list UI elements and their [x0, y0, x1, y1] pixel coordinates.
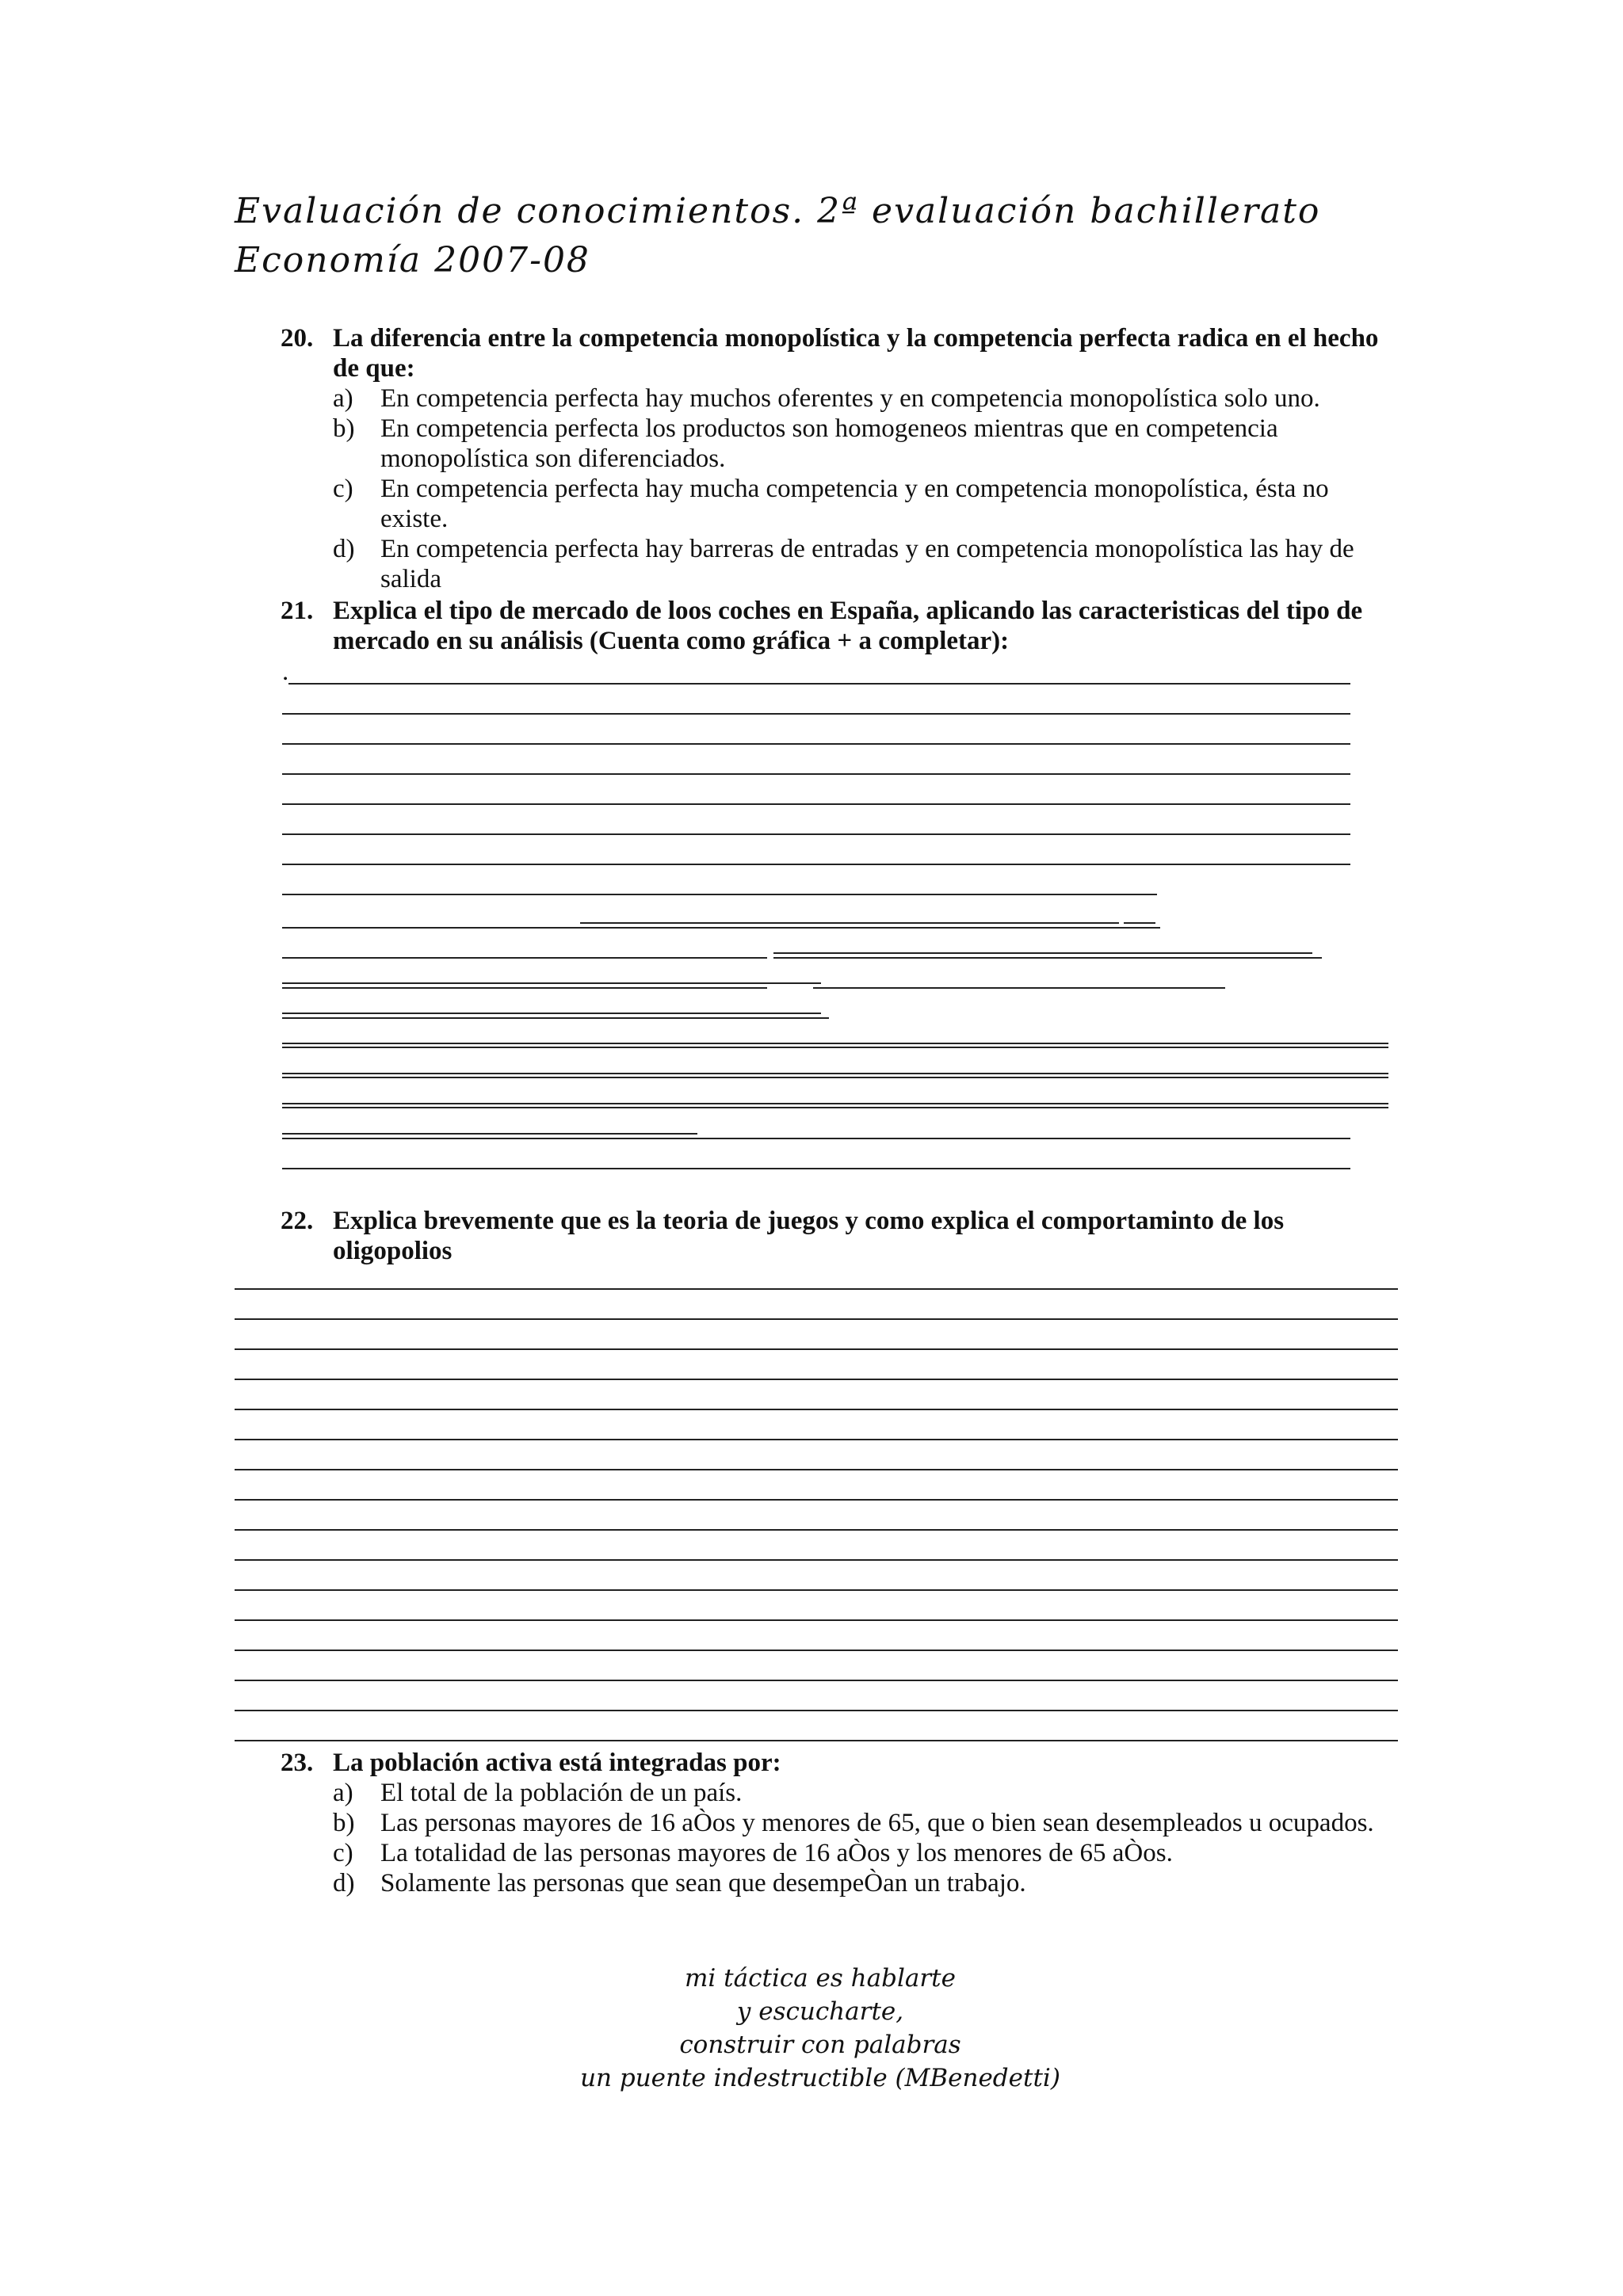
question-21: [281, 596, 1398, 656]
option-text: Las personas mayores de 16 aÒos y menores de 65, que o bien sean desempleados u ocupados.: [380, 1809, 1374, 1837]
answer-line[interactable]: [282, 1103, 1388, 1108]
option-b[interactable]: [333, 414, 1398, 474]
answer-line[interactable]: [282, 1138, 1350, 1139]
answer-line[interactable]: [235, 1680, 1398, 1681]
question-text: Explica el tipo de mercado de loos coches en España, aplicando las caracteristicas del tipo de mercado en su análisis (Cuenta como gráfica + a completar):: [333, 597, 1363, 655]
answer-line[interactable]: [235, 1348, 1398, 1350]
answer-line[interactable]: [235, 1589, 1398, 1591]
question-text: La diferencia entre la competencia monopolística y la competencia perfecta radica en el hecho de que:: [333, 324, 1379, 383]
answer-line-overlay: [282, 982, 821, 984]
option-a[interactable]: [333, 1778, 1398, 1808]
answer-line[interactable]: [235, 1499, 1398, 1501]
question-23: [281, 1748, 1398, 1898]
answer-line[interactable]: [282, 894, 1157, 895]
option-list: [333, 383, 1398, 594]
option-d[interactable]: [333, 1868, 1398, 1898]
answer-line[interactable]: [282, 773, 1350, 775]
question-number: 22.: [281, 1207, 314, 1235]
question-stem: [281, 1748, 1398, 1778]
option-c[interactable]: [333, 1838, 1398, 1868]
question-text: La población activa está integradas por:: [333, 1749, 781, 1777]
answer-line[interactable]: [235, 1650, 1398, 1651]
option-text: En competencia perfecta los productos son homogeneos mientras que en competencia monopolística son diferenciados.: [380, 414, 1278, 473]
answer-line-overlay: [773, 952, 1312, 954]
question-number: 21.: [281, 597, 314, 625]
answer-line[interactable]: [282, 1073, 1388, 1078]
answer-line[interactable]: [773, 957, 1322, 959]
option-letter: c): [333, 475, 353, 503]
option-d[interactable]: [333, 534, 1398, 594]
answer-line[interactable]: [235, 1740, 1398, 1741]
option-letter: d): [333, 535, 355, 563]
option-letter: c): [333, 1839, 353, 1867]
exam-subtitle: Economía 2007-08: [235, 240, 590, 280]
exam-title: Evaluación de conocimientos. 2ª evaluación bachillerato: [235, 191, 1321, 231]
question-stem: [281, 596, 1398, 656]
answer-line[interactable]: [235, 1318, 1398, 1320]
answer-line-overlay: [1124, 922, 1155, 924]
answer-line[interactable]: [282, 1043, 1388, 1048]
answer-line[interactable]: [235, 1710, 1398, 1711]
answer-line-overlay: [282, 1133, 697, 1135]
answer-line[interactable]: [282, 803, 1350, 805]
answer-line[interactable]: [282, 927, 1160, 929]
option-text: El total de la población de un país.: [380, 1779, 743, 1807]
answer-line[interactable]: [235, 1409, 1398, 1410]
question-22: [281, 1206, 1398, 1266]
question-text: Explica brevemente que es la teoria de juegos y como explica el comportaminto de los oligopolios: [333, 1207, 1285, 1265]
quote-line: y escucharte,: [736, 1997, 904, 2026]
option-c[interactable]: [333, 474, 1398, 534]
option-text: En competencia perfecta hay muchos oferentes y en competencia monopolística solo uno.: [380, 384, 1320, 413]
quote-line: mi táctica es hablarte: [685, 1964, 956, 1993]
option-list: [333, 1778, 1398, 1898]
quote-line: un puente indestructible (MBenedetti): [580, 2064, 1060, 2092]
page-header: [235, 187, 1503, 285]
option-text: En competencia perfecta hay mucha competencia y en competencia monopolística, ésta no existe.: [380, 475, 1329, 533]
closing-quote: [491, 1962, 1149, 2095]
answer-line[interactable]: [235, 1439, 1398, 1440]
answer-line[interactable]: [282, 957, 767, 959]
question-stem: [281, 323, 1398, 383]
question-number: 23.: [281, 1749, 314, 1777]
answer-line[interactable]: [235, 1288, 1398, 1290]
answer-line[interactable]: [235, 1619, 1398, 1621]
option-letter: d): [333, 1869, 355, 1897]
option-b[interactable]: [333, 1808, 1398, 1838]
question-20: [281, 323, 1398, 594]
answer-line-overlay: [580, 922, 1119, 924]
answer-line[interactable]: [282, 743, 1350, 745]
answer-line[interactable]: [813, 987, 1225, 989]
option-text: La totalidad de las personas mayores de 16 aÒos y los menores de 65 aÒos.: [380, 1839, 1173, 1867]
answer-line[interactable]: [235, 1469, 1398, 1470]
answer-line[interactable]: [235, 1559, 1398, 1561]
option-letter: b): [333, 1809, 355, 1837]
option-text: En competencia perfecta hay barreras de entradas y en competencia monopolística las hay de salida: [380, 535, 1354, 593]
answer-line[interactable]: [288, 683, 1350, 685]
answer-line[interactable]: [282, 1168, 1350, 1169]
answer-line[interactable]: [282, 833, 1350, 835]
quote-line: construir con palabras: [679, 2031, 961, 2059]
answer-line[interactable]: [282, 987, 767, 989]
answer-line[interactable]: [235, 1379, 1398, 1380]
answer-prefix: .: [282, 658, 289, 686]
option-letter: b): [333, 414, 355, 443]
answer-line-overlay: [282, 1013, 821, 1014]
option-a[interactable]: [333, 383, 1398, 414]
answer-line[interactable]: [282, 713, 1350, 715]
option-text: Solamente las personas que sean que desempeÒan un trabajo.: [380, 1869, 1026, 1897]
answer-line[interactable]: [282, 1017, 829, 1019]
answer-line[interactable]: [282, 864, 1350, 865]
option-letter: a): [333, 384, 353, 413]
question-number: 20.: [281, 324, 314, 353]
question-stem: [281, 1206, 1398, 1266]
answer-line[interactable]: [235, 1529, 1398, 1531]
option-letter: a): [333, 1779, 353, 1807]
